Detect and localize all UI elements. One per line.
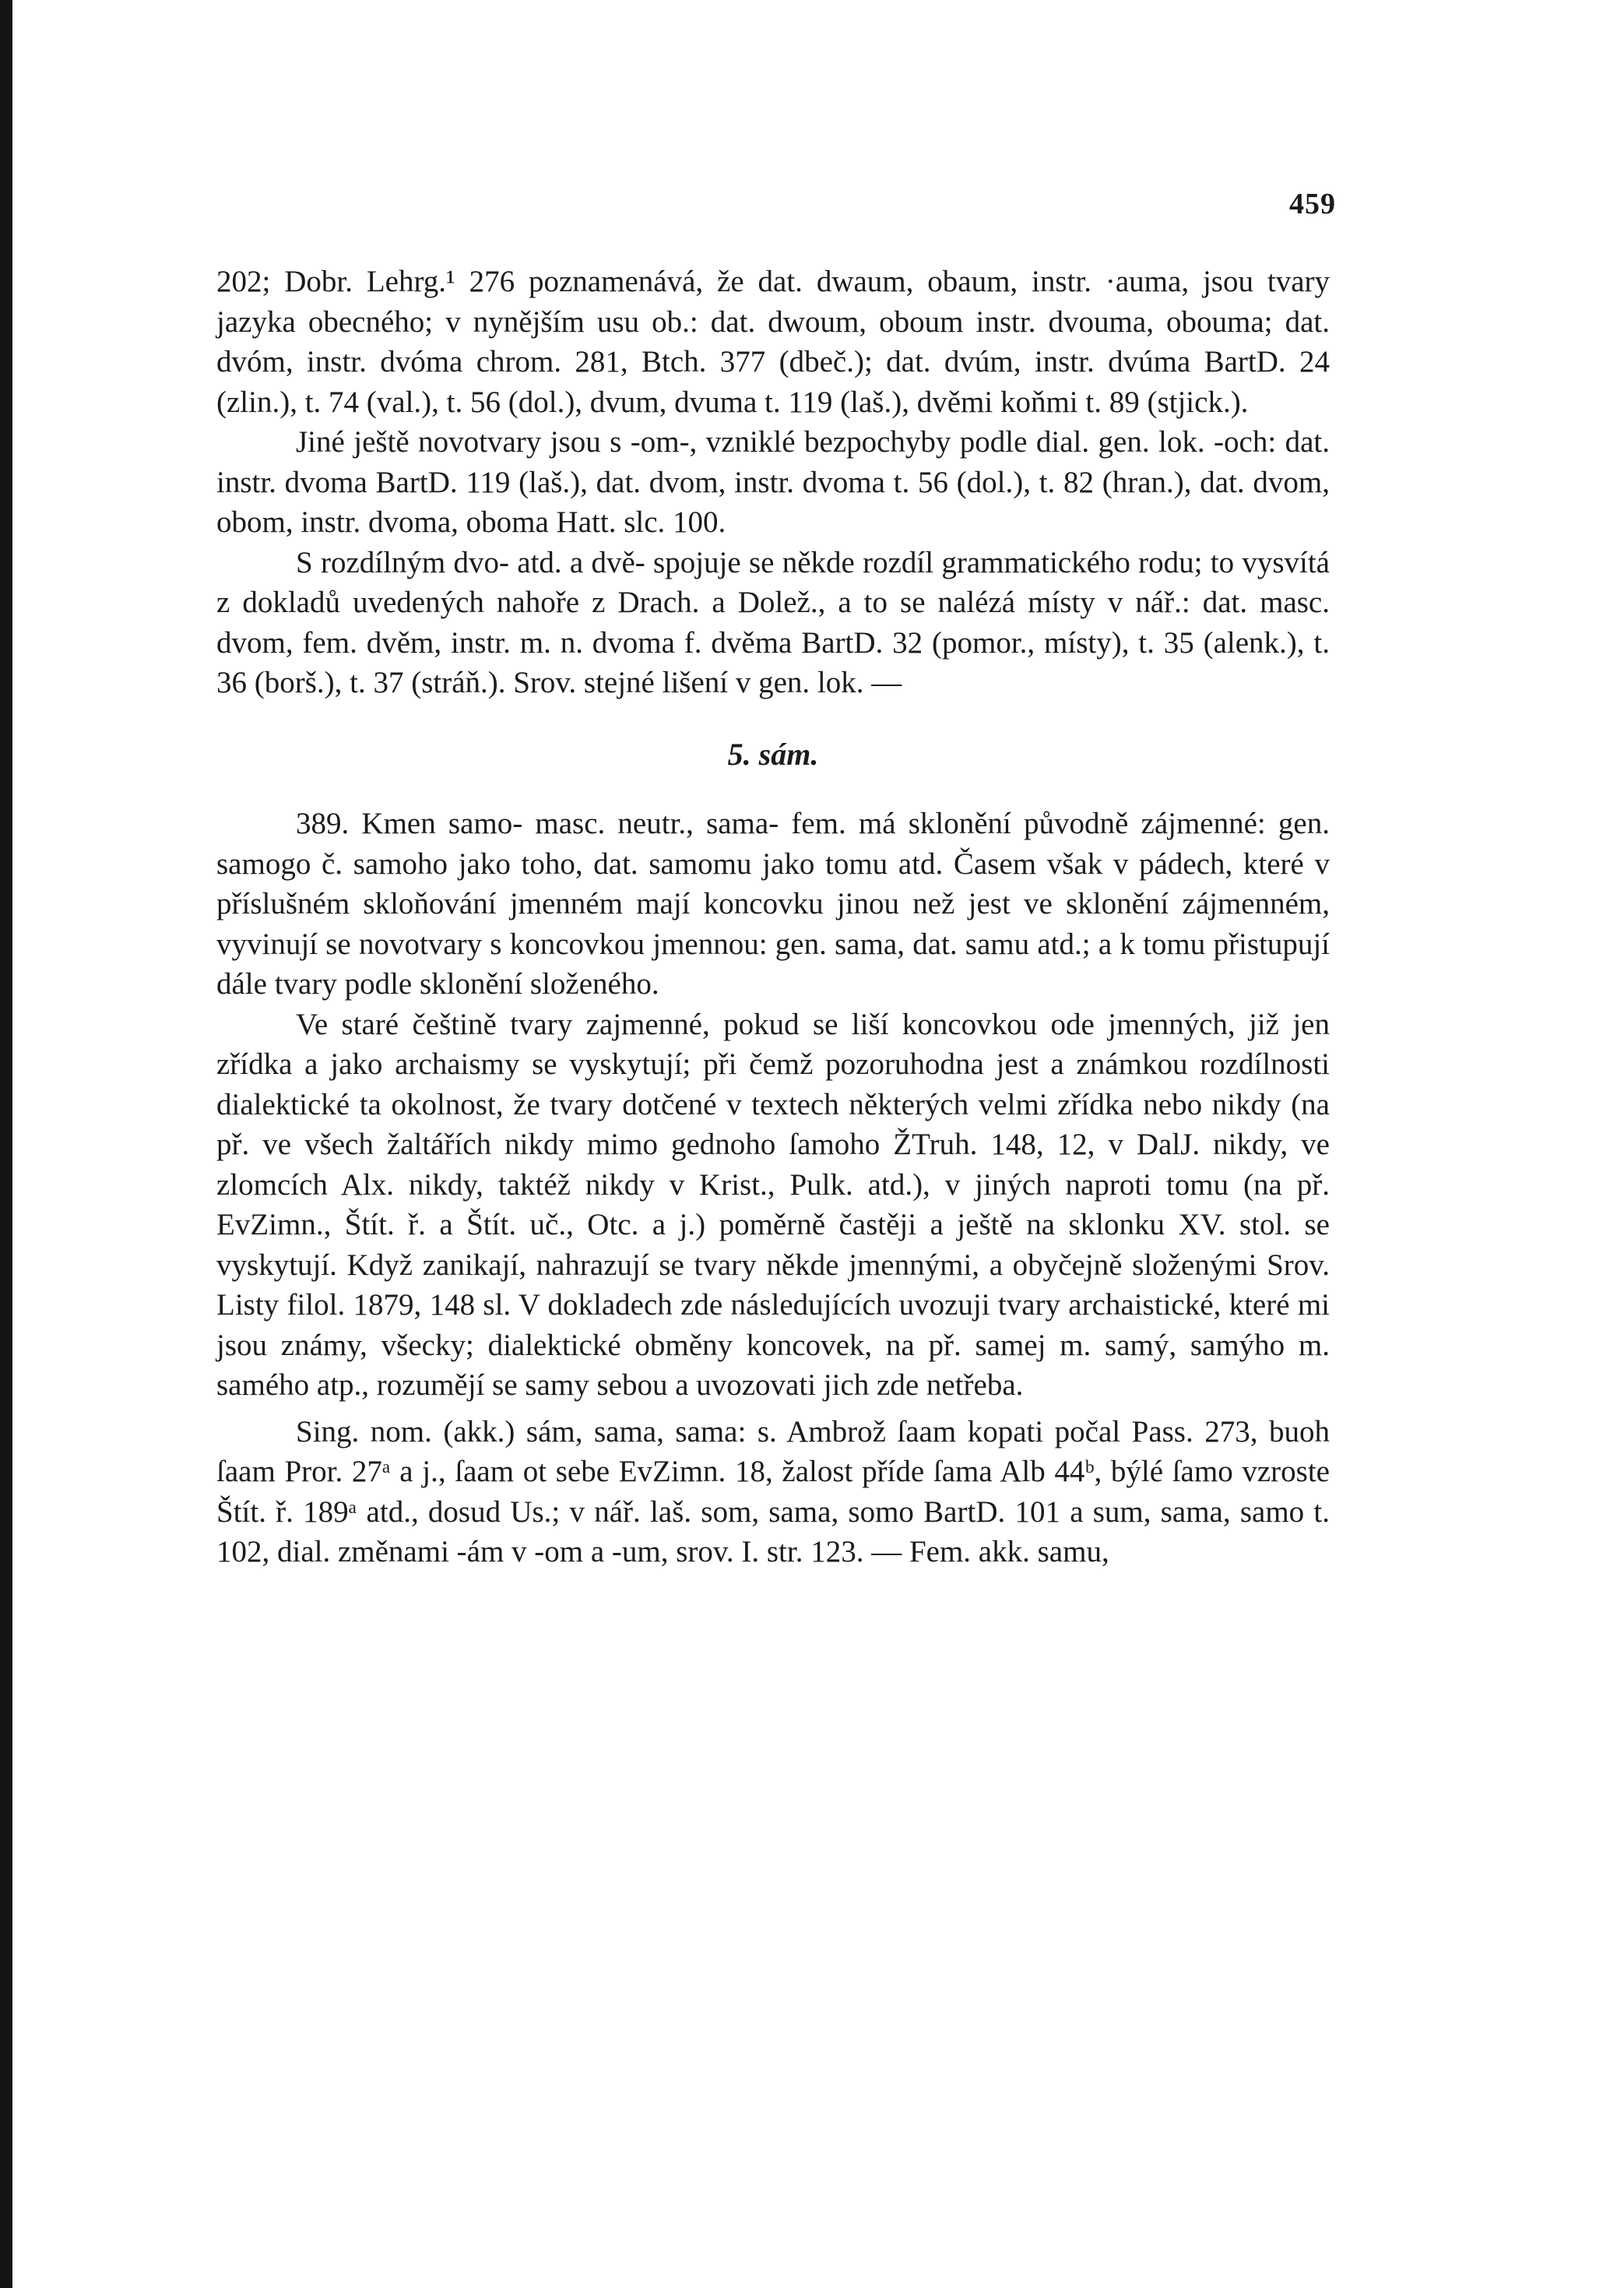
section-heading: 5. sám. <box>727 736 819 772</box>
page-number: 459 <box>1289 188 1336 220</box>
paragraph-389: 389. Kmen samo- masc. neutr., sama- fem. má sklonění původně zájmenné: gen. samogo č. samoho jako toho, dat. samomu jako tomu atd. Časem však v pádech, které v příslušném skloňování jmenném mají koncovku jinou než jest ve sklonění zájmenném, vyvinují se novotvary s koncovkou jmennou: gen. sama, dat. samu atd.; a k tomu přistupují dále tvary podle sklonění složeného. <box>216 807 1330 1001</box>
scan-edge <box>0 0 12 2288</box>
page-body <box>216 262 1330 1572</box>
paragraph-om-novotvary: Jiné ještě novotvary jsou s -om-, vzniklé bezpochyby podle dial. gen. lok. -och: dat. instr. dvoma BartD. 119 (laš.), dat. dvom, instr. dvoma t. 56 (dol.), t. 82 (hran.), dat. dvom, obom, instr. dvoma, oboma Hatt. slc. 100. <box>216 425 1330 539</box>
paragraph-gap <box>216 1406 1330 1412</box>
paragraph-singular-nominative: Sing. nom. (akk.) sám, sama, sama: s. Ambrož ſaam kopati počal Pass. 273, buoh ſaam Pror. 27ᵃ a j., ſaam ot sebe EvZimn. 18, žalost příde ſama Alb 44ᵇ, býlé ſamo vzroste Štít. ř. 189ᵃ atd., dosud Us.; v nář. laš. som, sama, somo BartD. 101 a sum, sama, samo t. 102, dial. změnami -ám v -om a -um, srov. I. str. 123. — Fem. akk. samu, <box>216 1414 1330 1568</box>
paragraph-grammatical-gender: S rozdílným dvo- atd. a dvě- spojuje se někde rozdíl grammatického rodu; to vysvítá z dokladů uvedených nahoře z Drach. a Dolež., a to se nalézá místy v nář.: dat. masc. dvom, fem. dvěm, instr. m. n. dvoma f. dvěma BartD. 32 (pomor., místy), t. 35 (alenk.), t. 36 (borš.), t. 37 (stráň.). Srov. stejné lišení v gen. lok. — <box>216 545 1330 699</box>
paragraph-old-czech: Ve staré češtině tvary zajmenné, pokud se liší koncovkou ode jmenných, již jen zřídka a jako archaismy se vyskytují; při čemž pozoruhodna jest a známkou rozdílnosti dialektické ta okolnost, že tvary dotčené v textech některých velmi zřídka nebo nikdy (na př. ve všech žaltářích nikdy mimo gednoho ſamoho ŽTruh. 148, 12, v DalJ. nikdy, ve zlomcích Alx. nikdy, taktéž nikdy v Krist., Pulk. atd.), v jiných naproti tomu (na př. EvZimn., Štít. ř. a Štít. uč., Otc. a j.) poměrně častěji a ještě na sklonku XV. stol. se vyskytují. Když zanikají, nahrazují se tvary někde jmennými, a obyčejně složenými Srov. Listy filol. 1879, 148 sl. V dokladech zde následujících uvozuji tvary archaistické, které mi jsou známy, všecky; dialektické obměny koncovek, na př. samej m. samý, samýho m. samého atp., rozumějí se samy sebou a uvozovati jich zde netřeba. <box>216 1007 1330 1402</box>
paragraph-dual-forms: 202; Dobr. Lehrg.¹ 276 poznamenává, že dat. dwaum, obaum, instr. ·auma, jsou tvary jazyka obecného; v nynějším usu ob.: dat. dwoum, oboum instr. dvouma, obouma; dat. dvóm, instr. dvóma chrom. 281, Btch. 377 (dbeč.); dat. dvúm, instr. dvúma BartD. 24 (zlin.), t. 74 (val.), t. 56 (dol.), dvum, dvuma t. 119 (laš.), dvěmi koňmi t. 89 (stjick.). <box>216 265 1330 419</box>
